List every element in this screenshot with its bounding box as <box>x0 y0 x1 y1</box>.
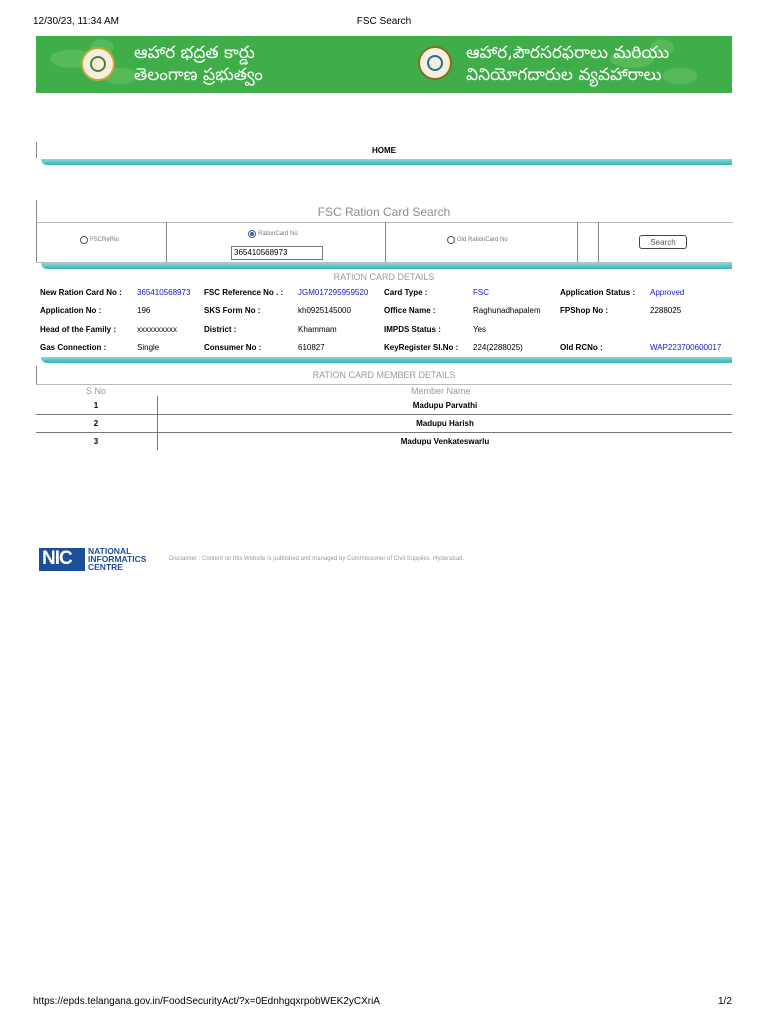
table-row-name: Madupu Parvathi <box>412 401 478 410</box>
col-header-sno: S No <box>86 386 107 396</box>
print-page-title: FSC Search <box>356 16 412 27</box>
value-fpshop-no: 2288025 <box>650 306 682 315</box>
telangana-emblem-icon <box>81 47 115 81</box>
label-office-name: Office Name : <box>384 306 436 315</box>
value-consumer-no: 610827 <box>298 343 325 352</box>
old-rationcard-radio-label: Old RationCard No <box>457 237 508 243</box>
nic-logo-icon: NIC <box>39 548 85 571</box>
label-fpshop-no: FPShop No : <box>560 306 608 315</box>
label-application-status: Application Status : <box>560 288 636 297</box>
value-keyregister-slno: 224(2288025) <box>473 343 523 352</box>
value-new-ration-card-no: 365410568973 <box>137 288 191 297</box>
value-fsc-reference-no: JGM017295959520 <box>298 288 369 297</box>
value-application-status: Approved <box>650 288 685 297</box>
nic-name: NATIONAL INFORMATICS CENTRE <box>88 546 147 572</box>
value-head-of-family: xxxxxxxxxx <box>137 325 177 334</box>
label-sks-form-no: SKS Form No : <box>204 306 261 315</box>
print-url: https://epds.telangana.gov.in/FoodSecurityAct/?x=0EdnhgqxrpobWEK2yCXriA <box>33 996 380 1007</box>
nav-divider <box>41 159 732 165</box>
label-head-of-family: Head of the Family : <box>40 325 117 334</box>
table-row-sno: 1 <box>93 401 99 410</box>
details-divider <box>41 357 732 363</box>
old-rationcard-radio[interactable] <box>447 236 455 244</box>
value-impds-status: Yes <box>473 325 487 334</box>
value-office-name: Raghunadhapalem <box>473 306 541 315</box>
table-row-sno: 2 <box>93 419 99 428</box>
row-divider <box>36 432 732 433</box>
banner-left-line2: తెలంగాణ ప్రభుత్వం <box>134 65 263 85</box>
banner-right-line2: వినియోగదారుల వ్యవహారాలు <box>466 65 662 85</box>
table-row-name: Madupu Venkateswarlu <box>400 437 490 446</box>
search-button[interactable]: Search <box>639 235 687 249</box>
members-title: RATION CARD MEMBER DETAILS <box>312 370 456 380</box>
row-divider <box>36 414 732 415</box>
table-row-name: Madupu Harish <box>416 419 474 428</box>
members-divider <box>36 384 732 385</box>
banner-right-line1: ఆహార,పౌరసరఫరాలు మరియు <box>466 43 670 63</box>
fscrefno-radio-label: FSCRefNo <box>90 237 120 243</box>
print-datetime: 12/30/23, 11:34 AM <box>33 16 119 27</box>
label-keyregister-slno: KeyRegister Sl.No : <box>384 343 459 352</box>
label-card-type: Card Type : <box>384 288 428 297</box>
rationcard-input[interactable] <box>231 246 323 260</box>
details-title: RATION CARD DETAILS <box>333 272 435 282</box>
col-header-member-name: Member Name <box>411 386 471 396</box>
site-banner <box>36 36 732 93</box>
search-title: FSC Ration Card Search <box>317 205 451 219</box>
value-district: Khammam <box>298 325 337 334</box>
civil-supplies-emblem-icon <box>418 46 452 80</box>
fscrefno-radio[interactable] <box>80 236 88 244</box>
label-old-rcno: Old RCNo : <box>560 343 603 352</box>
banner-left-line1: ఆహార భద్రత కార్డు <box>134 43 255 63</box>
value-gas-connection: Single <box>137 343 160 352</box>
home-link[interactable]: HOME <box>372 146 396 155</box>
label-consumer-no: Consumer No : <box>204 343 262 352</box>
value-card-type: FSC <box>473 288 489 297</box>
search-options-row <box>36 222 732 263</box>
table-row-sno: 3 <box>93 437 99 446</box>
label-impds-status: IMPDS Status : <box>384 325 441 334</box>
label-new-ration-card-no: New Ration Card No : <box>40 288 122 297</box>
value-old-rcno: WAP223700600017 <box>650 343 722 352</box>
label-fsc-reference-no: FSC Reference No . : <box>204 288 284 297</box>
print-page-number: 1/2 <box>718 996 732 1007</box>
label-application-no: Application No : <box>40 306 102 315</box>
label-district: District : <box>204 325 237 334</box>
label-gas-connection: Gas Connection : <box>40 343 107 352</box>
value-application-no: 196 <box>137 306 151 315</box>
value-sks-form-no: kh0925145000 <box>298 306 351 315</box>
rationcard-radio-label: RationCard No <box>258 231 298 237</box>
rationcard-radio[interactable] <box>248 230 256 238</box>
search-divider <box>41 263 732 269</box>
disclaimer-text: Disclaimer : Content on this Website is published and managed by Commissioner of Civil Supplies, Hyderabad. <box>169 556 465 562</box>
